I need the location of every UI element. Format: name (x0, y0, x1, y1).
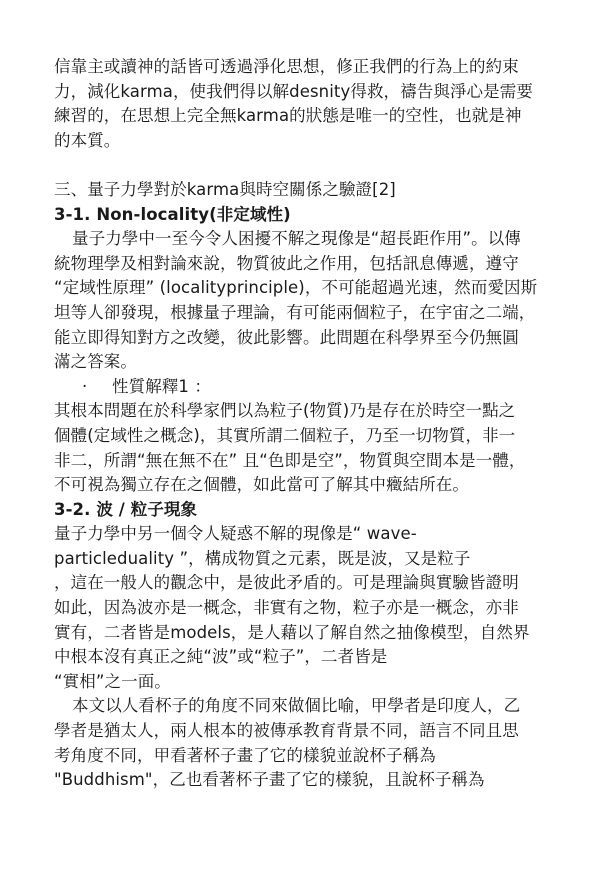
text-line: 如此，因為波亦是一概念，非實有之物，粒子亦是一概念，亦非 (54, 598, 519, 618)
text-line: particleduality ”，構成物質之元素，既是波，又是粒子 (54, 548, 471, 568)
text-line: 個體(定域性之概念)，其實所謂二個粒子，乃至一切物質，非一 (54, 425, 516, 445)
text-line: 不可視為獨立存在之個體，如此當可了解其中癥結所在。 (54, 475, 469, 495)
text-line: 力，減化karma，使我們得以解desnity得救，禱告與淨心是需要 (54, 81, 533, 101)
section-heading: 三、量子力學對於karma與時空關係之驗證[2] (54, 179, 396, 199)
text-line: 學者是猶太人，兩人根本的被傳承教育背景不同，語言不同且思 (54, 721, 519, 741)
text-line: "Buddhism"，乙也看著杯子畫了它的樣貌，且說杯子稱為 (54, 770, 485, 790)
text-line: ，這在一般人的觀念中，是彼此矛盾的。可是理論與實驗皆證明 (54, 573, 519, 593)
bullet-item (54, 375, 564, 400)
text-line: 滿之答案。 (54, 352, 137, 372)
text-line: “定域性原理” (localityprinciple)，不可能超過光速，然而愛因斯 (54, 278, 538, 298)
document-page (54, 55, 564, 793)
paragraph-spacer (54, 153, 564, 178)
text-line: 能立即得知對方之改變，彼此影響。此問題在科學界至今仍無圓 (54, 327, 519, 347)
text-line: 非二，所謂“無在無不在” 且“色即是空”，物質與空間本是一體， (54, 450, 526, 470)
intro-paragraph (54, 55, 564, 153)
text-line: 其根本問題在於科學家們以為粒子(物質)乃是存在於時空一點之 (54, 401, 516, 421)
text-line: 考角度不同，甲看著杯子畫了它的樣貌並說杯子稱為 (54, 745, 436, 765)
text-line: 中根本沒有真正之純“波”或“粒子”，二者皆是 (54, 647, 388, 667)
bullet-marker: · (82, 376, 88, 396)
text-line: 量子力學中另一個令人疑惑不解的現像是“ wave- (54, 524, 417, 544)
explanation-paragraph (54, 399, 564, 497)
text-line: 實有，二者皆是models，是人藉以了解自然之抽像模型，自然界 (54, 622, 530, 642)
text-line: 統物理學及相對論來說，物質彼此之作用，包括訊息傳遞，遵守 (54, 253, 519, 273)
wave-particle-paragraph (54, 522, 564, 694)
subsection-heading-wave-particle: 3-2. 波 / 粒子現象 (54, 499, 198, 519)
text-line: 本文以人看杯子的角度不同來做個比喻，甲學者是印度人，乙 (72, 696, 521, 716)
cup-analogy-paragraph (54, 694, 564, 792)
bullet-label: 性質解釋1 ： (112, 376, 211, 396)
text-line: 的本質。 (54, 130, 121, 150)
text-line: 量子力學中一至今令人困擾不解之現像是“超長距作用”。以傳 (72, 229, 521, 249)
subsection-heading-nonlocality: 3-1. Non-locality(非定域性) (54, 204, 291, 224)
text-line: 信靠主或讀神的話皆可透過淨化思想，修正我們的行為上的約束 (54, 57, 519, 76)
text-line: 練習的，在思想上完全無karma的狀態是唯一的空性，也就是神 (54, 106, 522, 126)
text-line: 坦等人卻發現，根據量子理論，有可能兩個粒子，在宇宙之二端， (54, 302, 536, 322)
nonlocality-paragraph (54, 227, 564, 375)
text-line: “實相”之一面。 (54, 671, 171, 691)
